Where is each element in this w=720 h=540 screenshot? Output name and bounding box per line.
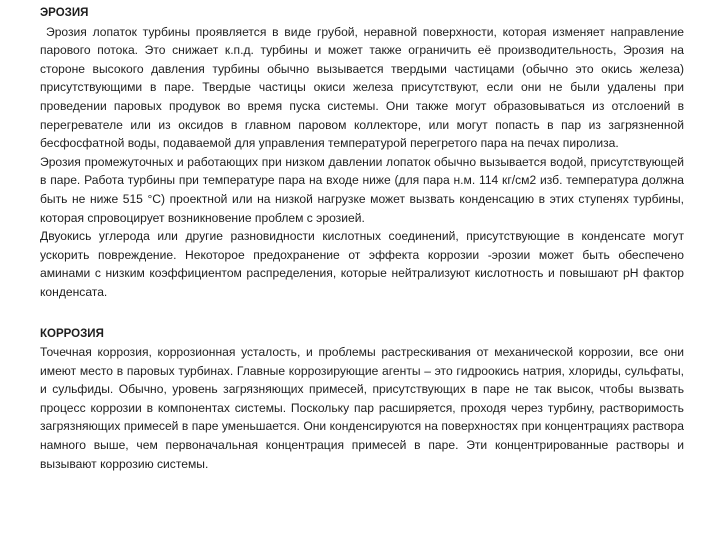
corrosion-paragraph-1: Точечная коррозия, коррозионная усталость, и проблемы растрескивания от механической коррозии, все они имеют место в паровых турбинах. Главные коррозирующие агенты – это гидроокись натрия, хлориды, сульфаты, и сульфиды. Обычно, уровень загрязняющих примесей, присутствующих в паре не так высок, чтобы вызвать процесс коррозии в компонентах системы. Поскольку пар расширяется, проходя через турбину, растворимость загрязняющих примесей в паре уменьшается. Они конденсируются на поверхностях при концентрациях раствора намного выше, чем первоначальная концентрация примесей в паре. Эти концентрированные растворы и вызывают коррозию системы. [40, 345, 684, 471]
corrosion-section [40, 325, 684, 474]
erosion-paragraph-3: Двуокись углерода или другие разновидности кислотных соединений, присутствующие в конденсате могут ускорить повреждение. Некоторое предохранение от эффекта коррозии -эрозии может быть обеспечено аминами с низким коэффициентом распределения, которые нейтрализуют кислотность и повышают pH фактор конденсата. [40, 229, 684, 299]
erosion-section [40, 4, 684, 302]
erosion-paragraph-1: Эрозия лопаток турбины проявляется в виде грубой, неравной поверхности, которая изменяет направление парового потока. Это снижает к.п.д. турбины и может также ограничить её производительность, Эрозия на стороне высокого давления турбины обычно вызывается твердыми частицами (обычно это окись железа) присутствующими в паре. Твердые частицы окиси железа присутствуют, если они не были удалены при проведении паровых продувок во время пуска системы. Они также могут образовываться из отслоений в перегревателе или из оксидов в главном паровом коллекторе, или могут попасть в пар из загрязненной бесфосфатной воды, подаваемой для управления температурой перегретого пара на печах пиролиза. [40, 24, 684, 151]
document-page [40, 0, 684, 473]
erosion-heading: ЭРОЗИЯ [40, 7, 89, 19]
corrosion-heading: КОРРОЗИЯ [40, 327, 104, 340]
erosion-paragraph-2: Эрозия промежуточных и работающих при низком давлении лопаток обычно вызывается водой, присутствующей в паре. Работа турбины при температуре пара на входе ниже (для пара н.м. 114 кг/см2 изб. температура должна быть не ниже 515 °С) проектной или на низкой нагрузке может вызвать конденсацию в этих ступенях турбины, которая спровоцирует возникновение проблем с эрозией. [40, 154, 684, 225]
